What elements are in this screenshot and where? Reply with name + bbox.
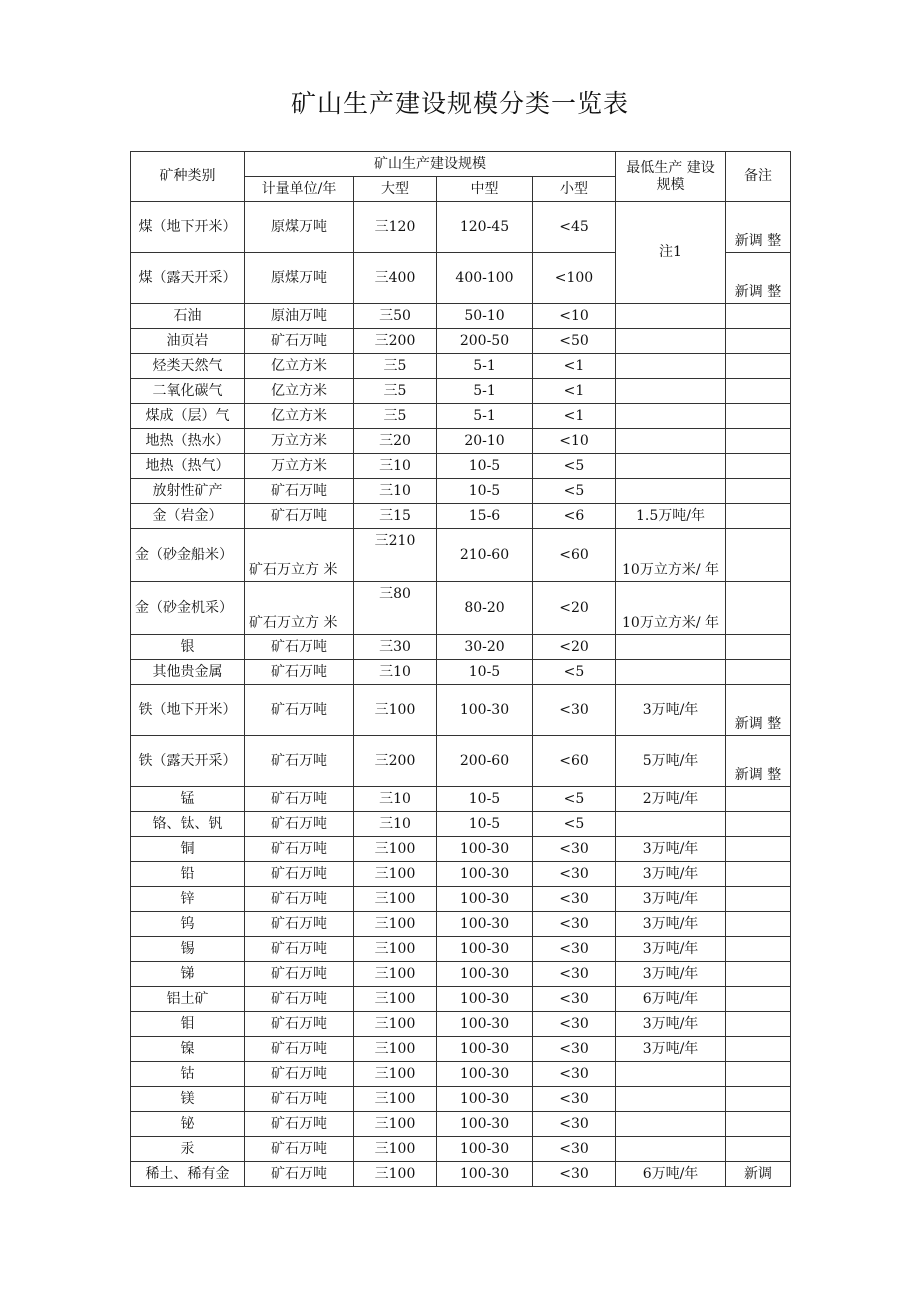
cell-large: 三30: [354, 635, 437, 660]
cell-type: 煤（地下开米）: [131, 202, 245, 253]
cell-type: 金（砂金机采）: [131, 582, 245, 635]
table-row: [131, 837, 791, 862]
cell-unit: 矿石万吨: [245, 736, 354, 787]
cell-small: <20: [533, 582, 616, 635]
cell-large: 三100: [354, 937, 437, 962]
cell-min: [616, 479, 726, 504]
cell-unit: 矿石万吨: [245, 1012, 354, 1037]
cell-large: 三200: [354, 329, 437, 354]
cell-small: <5: [533, 787, 616, 812]
cell-medium: 100-30: [437, 837, 533, 862]
cell-small: <30: [533, 685, 616, 736]
cell-remark: 新调: [726, 1162, 791, 1187]
cell-large: 三10: [354, 454, 437, 479]
header-min-scale: 最低生产 建设规模: [616, 152, 726, 202]
cell-medium: 400-100: [437, 253, 533, 304]
cell-small: <30: [533, 1137, 616, 1162]
cell-large: 三100: [354, 685, 437, 736]
cell-type: 油页岩: [131, 329, 245, 354]
cell-medium: 20-10: [437, 429, 533, 454]
cell-remark: [726, 1012, 791, 1037]
cell-medium: 100-30: [437, 937, 533, 962]
cell-large: 三100: [354, 987, 437, 1012]
cell-unit: 矿石万吨: [245, 329, 354, 354]
cell-medium: 100-30: [437, 685, 533, 736]
table-row: [131, 1037, 791, 1062]
cell-large: 三100: [354, 1087, 437, 1112]
cell-remark: [726, 837, 791, 862]
cell-small: <60: [533, 529, 616, 582]
cell-small: <30: [533, 1112, 616, 1137]
cell-unit: 矿石万吨: [245, 862, 354, 887]
cell-large: 三80: [354, 582, 437, 635]
cell-small: <30: [533, 837, 616, 862]
cell-remark: [726, 787, 791, 812]
cell-type: 煤（露天开采）: [131, 253, 245, 304]
table-row: [131, 787, 791, 812]
cell-large: 三100: [354, 1062, 437, 1087]
cell-min: [616, 379, 726, 404]
cell-unit: 亿立方米: [245, 379, 354, 404]
cell-min: [616, 1062, 726, 1087]
table-row: [131, 529, 791, 582]
cell-medium: 100-30: [437, 1112, 533, 1137]
cell-medium: 100-30: [437, 1137, 533, 1162]
table-row: [131, 1062, 791, 1087]
cell-min: [616, 1112, 726, 1137]
table-row: [131, 736, 791, 787]
cell-small: <10: [533, 429, 616, 454]
cell-type: 铋: [131, 1112, 245, 1137]
cell-large: 三100: [354, 1162, 437, 1187]
cell-large: 三120: [354, 202, 437, 253]
cell-medium: 100-30: [437, 1037, 533, 1062]
header-row-1: [131, 152, 791, 177]
cell-remark: [726, 660, 791, 685]
cell-min: 10万立方米/ 年: [616, 582, 726, 635]
cell-small: <30: [533, 912, 616, 937]
cell-min: [616, 635, 726, 660]
cell-unit: 矿石万吨: [245, 635, 354, 660]
cell-large: 三100: [354, 862, 437, 887]
cell-remark: [726, 937, 791, 962]
cell-medium: 200-60: [437, 736, 533, 787]
cell-remark: [726, 1037, 791, 1062]
header-large: 大型: [354, 177, 437, 202]
cell-min: 3万吨/年: [616, 962, 726, 987]
cell-type: 地热（热水）: [131, 429, 245, 454]
cell-min: 3万吨/年: [616, 837, 726, 862]
cell-remark: [726, 1062, 791, 1087]
cell-medium: 100-30: [437, 1162, 533, 1187]
cell-small: <10: [533, 304, 616, 329]
cell-type: 铁（露天开采）: [131, 736, 245, 787]
table-row: [131, 304, 791, 329]
cell-unit: 万立方米: [245, 429, 354, 454]
cell-remark: [726, 1137, 791, 1162]
cell-medium: 10-5: [437, 660, 533, 685]
cell-small: <1: [533, 354, 616, 379]
cell-remark: [726, 1112, 791, 1137]
cell-large: 三100: [354, 912, 437, 937]
cell-remark: [726, 529, 791, 582]
cell-type: 锑: [131, 962, 245, 987]
cell-small: <50: [533, 329, 616, 354]
cell-remark: [726, 404, 791, 429]
table-row: [131, 812, 791, 837]
table-row: [131, 1012, 791, 1037]
cell-min: [616, 304, 726, 329]
cell-type: 铜: [131, 837, 245, 862]
cell-small: <1: [533, 379, 616, 404]
cell-type: 煤成（层）气: [131, 404, 245, 429]
cell-type: 钼: [131, 1012, 245, 1037]
cell-medium: 10-5: [437, 479, 533, 504]
cell-small: <30: [533, 962, 616, 987]
cell-medium: 120-45: [437, 202, 533, 253]
table-row: [131, 1162, 791, 1187]
cell-small: <30: [533, 887, 616, 912]
cell-type: 烃类天然气: [131, 354, 245, 379]
cell-min: 3万吨/年: [616, 1012, 726, 1037]
cell-min: 3万吨/年: [616, 1037, 726, 1062]
cell-min: 3万吨/年: [616, 685, 726, 736]
table-row: [131, 685, 791, 736]
cell-unit: 矿石万吨: [245, 479, 354, 504]
table-row: [131, 937, 791, 962]
cell-large: 三10: [354, 812, 437, 837]
cell-small: <45: [533, 202, 616, 253]
cell-medium: 100-30: [437, 962, 533, 987]
table-row: [131, 429, 791, 454]
cell-unit: 矿石万吨: [245, 812, 354, 837]
cell-type: 镁: [131, 1087, 245, 1112]
cell-medium: 30-20: [437, 635, 533, 660]
header-small: 小型: [533, 177, 616, 202]
cell-unit: 原油万吨: [245, 304, 354, 329]
cell-remark: [726, 962, 791, 987]
cell-small: <30: [533, 937, 616, 962]
cell-medium: 50-10: [437, 304, 533, 329]
cell-min: 5万吨/年: [616, 736, 726, 787]
cell-large: 三100: [354, 887, 437, 912]
cell-large: 三100: [354, 837, 437, 862]
cell-small: <6: [533, 504, 616, 529]
cell-min: 6万吨/年: [616, 987, 726, 1012]
header-scale-group: 矿山生产建设规模: [245, 152, 616, 177]
cell-large: 三100: [354, 1012, 437, 1037]
table-row: [131, 635, 791, 660]
cell-min: [616, 454, 726, 479]
cell-type: 放射性矿产: [131, 479, 245, 504]
table-row: [131, 479, 791, 504]
cell-remark: [726, 429, 791, 454]
cell-small: <30: [533, 862, 616, 887]
cell-unit: 矿石万吨: [245, 1112, 354, 1137]
cell-unit: 矿石万吨: [245, 504, 354, 529]
cell-medium: 80-20: [437, 582, 533, 635]
cell-type: 金（砂金船米）: [131, 529, 245, 582]
cell-large: 三15: [354, 504, 437, 529]
cell-unit: 万立方米: [245, 454, 354, 479]
cell-unit: 亿立方米: [245, 404, 354, 429]
table-row: [131, 202, 791, 253]
cell-type: 二氧化碳气: [131, 379, 245, 404]
cell-unit: 矿石万吨: [245, 1037, 354, 1062]
cell-medium: 200-50: [437, 329, 533, 354]
cell-unit: 矿石万吨: [245, 962, 354, 987]
cell-unit: 矿石万吨: [245, 912, 354, 937]
cell-remark: [726, 812, 791, 837]
mine-scale-table: [130, 151, 791, 1187]
cell-remark: [726, 987, 791, 1012]
cell-min: [616, 1087, 726, 1112]
cell-remark: [726, 635, 791, 660]
cell-medium: 100-30: [437, 987, 533, 1012]
cell-small: <5: [533, 454, 616, 479]
cell-unit: 矿石万吨: [245, 887, 354, 912]
cell-medium: 100-30: [437, 862, 533, 887]
cell-min: [616, 429, 726, 454]
cell-small: <100: [533, 253, 616, 304]
table-row: [131, 329, 791, 354]
table-row: [131, 1112, 791, 1137]
cell-medium: 10-5: [437, 787, 533, 812]
cell-large: 三100: [354, 962, 437, 987]
cell-min: 3万吨/年: [616, 937, 726, 962]
cell-min: [616, 812, 726, 837]
table-row: [131, 504, 791, 529]
cell-unit: 矿石万吨: [245, 1087, 354, 1112]
cell-large: 三5: [354, 379, 437, 404]
table-row: [131, 404, 791, 429]
header-mineral-type: 矿种类别: [131, 152, 245, 202]
cell-medium: 100-30: [437, 887, 533, 912]
cell-large: 三100: [354, 1037, 437, 1062]
header-unit: 计量单位/年: [245, 177, 354, 202]
cell-type: 其他贵金属: [131, 660, 245, 685]
cell-min: 1.5万吨/年: [616, 504, 726, 529]
table-row: [131, 862, 791, 887]
cell-unit: 矿石万吨: [245, 837, 354, 862]
cell-unit: 矿石万吨: [245, 685, 354, 736]
cell-remark: [726, 1087, 791, 1112]
cell-min: 注1: [616, 202, 726, 304]
cell-min: 3万吨/年: [616, 912, 726, 937]
cell-small: <30: [533, 1062, 616, 1087]
cell-type: 铝土矿: [131, 987, 245, 1012]
cell-large: 三100: [354, 1137, 437, 1162]
table-row: [131, 962, 791, 987]
cell-small: <20: [533, 635, 616, 660]
cell-remark: [726, 887, 791, 912]
cell-small: <30: [533, 1087, 616, 1112]
cell-min: 6万吨/年: [616, 1162, 726, 1187]
cell-type: 汞: [131, 1137, 245, 1162]
cell-medium: 5-1: [437, 379, 533, 404]
cell-unit: 矿石万吨: [245, 1162, 354, 1187]
table-row: [131, 379, 791, 404]
cell-medium: 100-30: [437, 1062, 533, 1087]
cell-unit: 矿石万吨: [245, 1062, 354, 1087]
table-row: [131, 454, 791, 479]
cell-type: 铁（地下开米）: [131, 685, 245, 736]
cell-remark: 新调 整: [726, 736, 791, 787]
cell-type: 钨: [131, 912, 245, 937]
cell-unit: 矿石万吨: [245, 937, 354, 962]
cell-medium: 5-1: [437, 354, 533, 379]
cell-remark: [726, 479, 791, 504]
cell-remark: [726, 862, 791, 887]
cell-type: 锌: [131, 887, 245, 912]
cell-large: 三200: [354, 736, 437, 787]
cell-unit: 原煤万吨: [245, 202, 354, 253]
cell-medium: 10-5: [437, 454, 533, 479]
cell-large: 三5: [354, 354, 437, 379]
cell-remark: [726, 354, 791, 379]
table-row: [131, 582, 791, 635]
cell-type: 地热（热气）: [131, 454, 245, 479]
cell-unit: 矿石万吨: [245, 660, 354, 685]
cell-small: <30: [533, 1012, 616, 1037]
cell-min: [616, 404, 726, 429]
cell-remark: 新调 整: [726, 685, 791, 736]
cell-remark: 新调 整: [726, 202, 791, 253]
table-row: [131, 354, 791, 379]
cell-small: <60: [533, 736, 616, 787]
cell-small: <1: [533, 404, 616, 429]
cell-min: [616, 660, 726, 685]
cell-unit: 矿石万立方 米: [245, 529, 354, 582]
cell-medium: 5-1: [437, 404, 533, 429]
cell-small: <5: [533, 479, 616, 504]
cell-type: 石油: [131, 304, 245, 329]
cell-type: 金（岩金）: [131, 504, 245, 529]
table-row: [131, 912, 791, 937]
cell-remark: [726, 304, 791, 329]
table-row: [131, 1087, 791, 1112]
cell-min: [616, 354, 726, 379]
cell-unit: 矿石万吨: [245, 987, 354, 1012]
cell-type: 锡: [131, 937, 245, 962]
cell-remark: [726, 379, 791, 404]
cell-type: 铅: [131, 862, 245, 887]
cell-min: [616, 1137, 726, 1162]
cell-large: 三10: [354, 479, 437, 504]
cell-small: <5: [533, 812, 616, 837]
cell-min: 2万吨/年: [616, 787, 726, 812]
cell-large: 三20: [354, 429, 437, 454]
page-title: 矿山生产建设规模分类一览表: [290, 89, 629, 118]
cell-remark: 新调 整: [726, 253, 791, 304]
cell-type: 铬、钛、钒: [131, 812, 245, 837]
cell-unit: 矿石万吨: [245, 787, 354, 812]
cell-min: 10万立方米/ 年: [616, 529, 726, 582]
cell-type: 镍: [131, 1037, 245, 1062]
cell-medium: 15-6: [437, 504, 533, 529]
cell-large: 三210: [354, 529, 437, 582]
table-row: [131, 987, 791, 1012]
cell-medium: 210-60: [437, 529, 533, 582]
cell-unit: 矿石万立方 米: [245, 582, 354, 635]
cell-large: 三10: [354, 787, 437, 812]
cell-medium: 10-5: [437, 812, 533, 837]
cell-large: 三400: [354, 253, 437, 304]
cell-min: 3万吨/年: [616, 862, 726, 887]
table-row: [131, 1137, 791, 1162]
cell-unit: 亿立方米: [245, 354, 354, 379]
cell-small: <30: [533, 1037, 616, 1062]
cell-remark: [726, 912, 791, 937]
cell-type: 银: [131, 635, 245, 660]
cell-medium: 100-30: [437, 912, 533, 937]
table-row: [131, 887, 791, 912]
cell-small: <30: [533, 1162, 616, 1187]
cell-remark: [726, 329, 791, 354]
cell-unit: 矿石万吨: [245, 1137, 354, 1162]
cell-large: 三5: [354, 404, 437, 429]
cell-small: <5: [533, 660, 616, 685]
cell-min: 3万吨/年: [616, 887, 726, 912]
cell-medium: 100-30: [437, 1087, 533, 1112]
cell-type: 稀土、稀有金: [131, 1162, 245, 1187]
table-row: [131, 660, 791, 685]
cell-medium: 100-30: [437, 1012, 533, 1037]
cell-remark: [726, 454, 791, 479]
cell-min: [616, 329, 726, 354]
cell-small: <30: [533, 987, 616, 1012]
cell-large: 三100: [354, 1112, 437, 1137]
cell-large: 三10: [354, 660, 437, 685]
header-medium: 中型: [437, 177, 533, 202]
cell-large: 三50: [354, 304, 437, 329]
cell-type: 锰: [131, 787, 245, 812]
cell-type: 钴: [131, 1062, 245, 1087]
cell-remark: [726, 504, 791, 529]
cell-remark: [726, 582, 791, 635]
cell-unit: 原煤万吨: [245, 253, 354, 304]
header-remark: 备注: [726, 152, 791, 202]
